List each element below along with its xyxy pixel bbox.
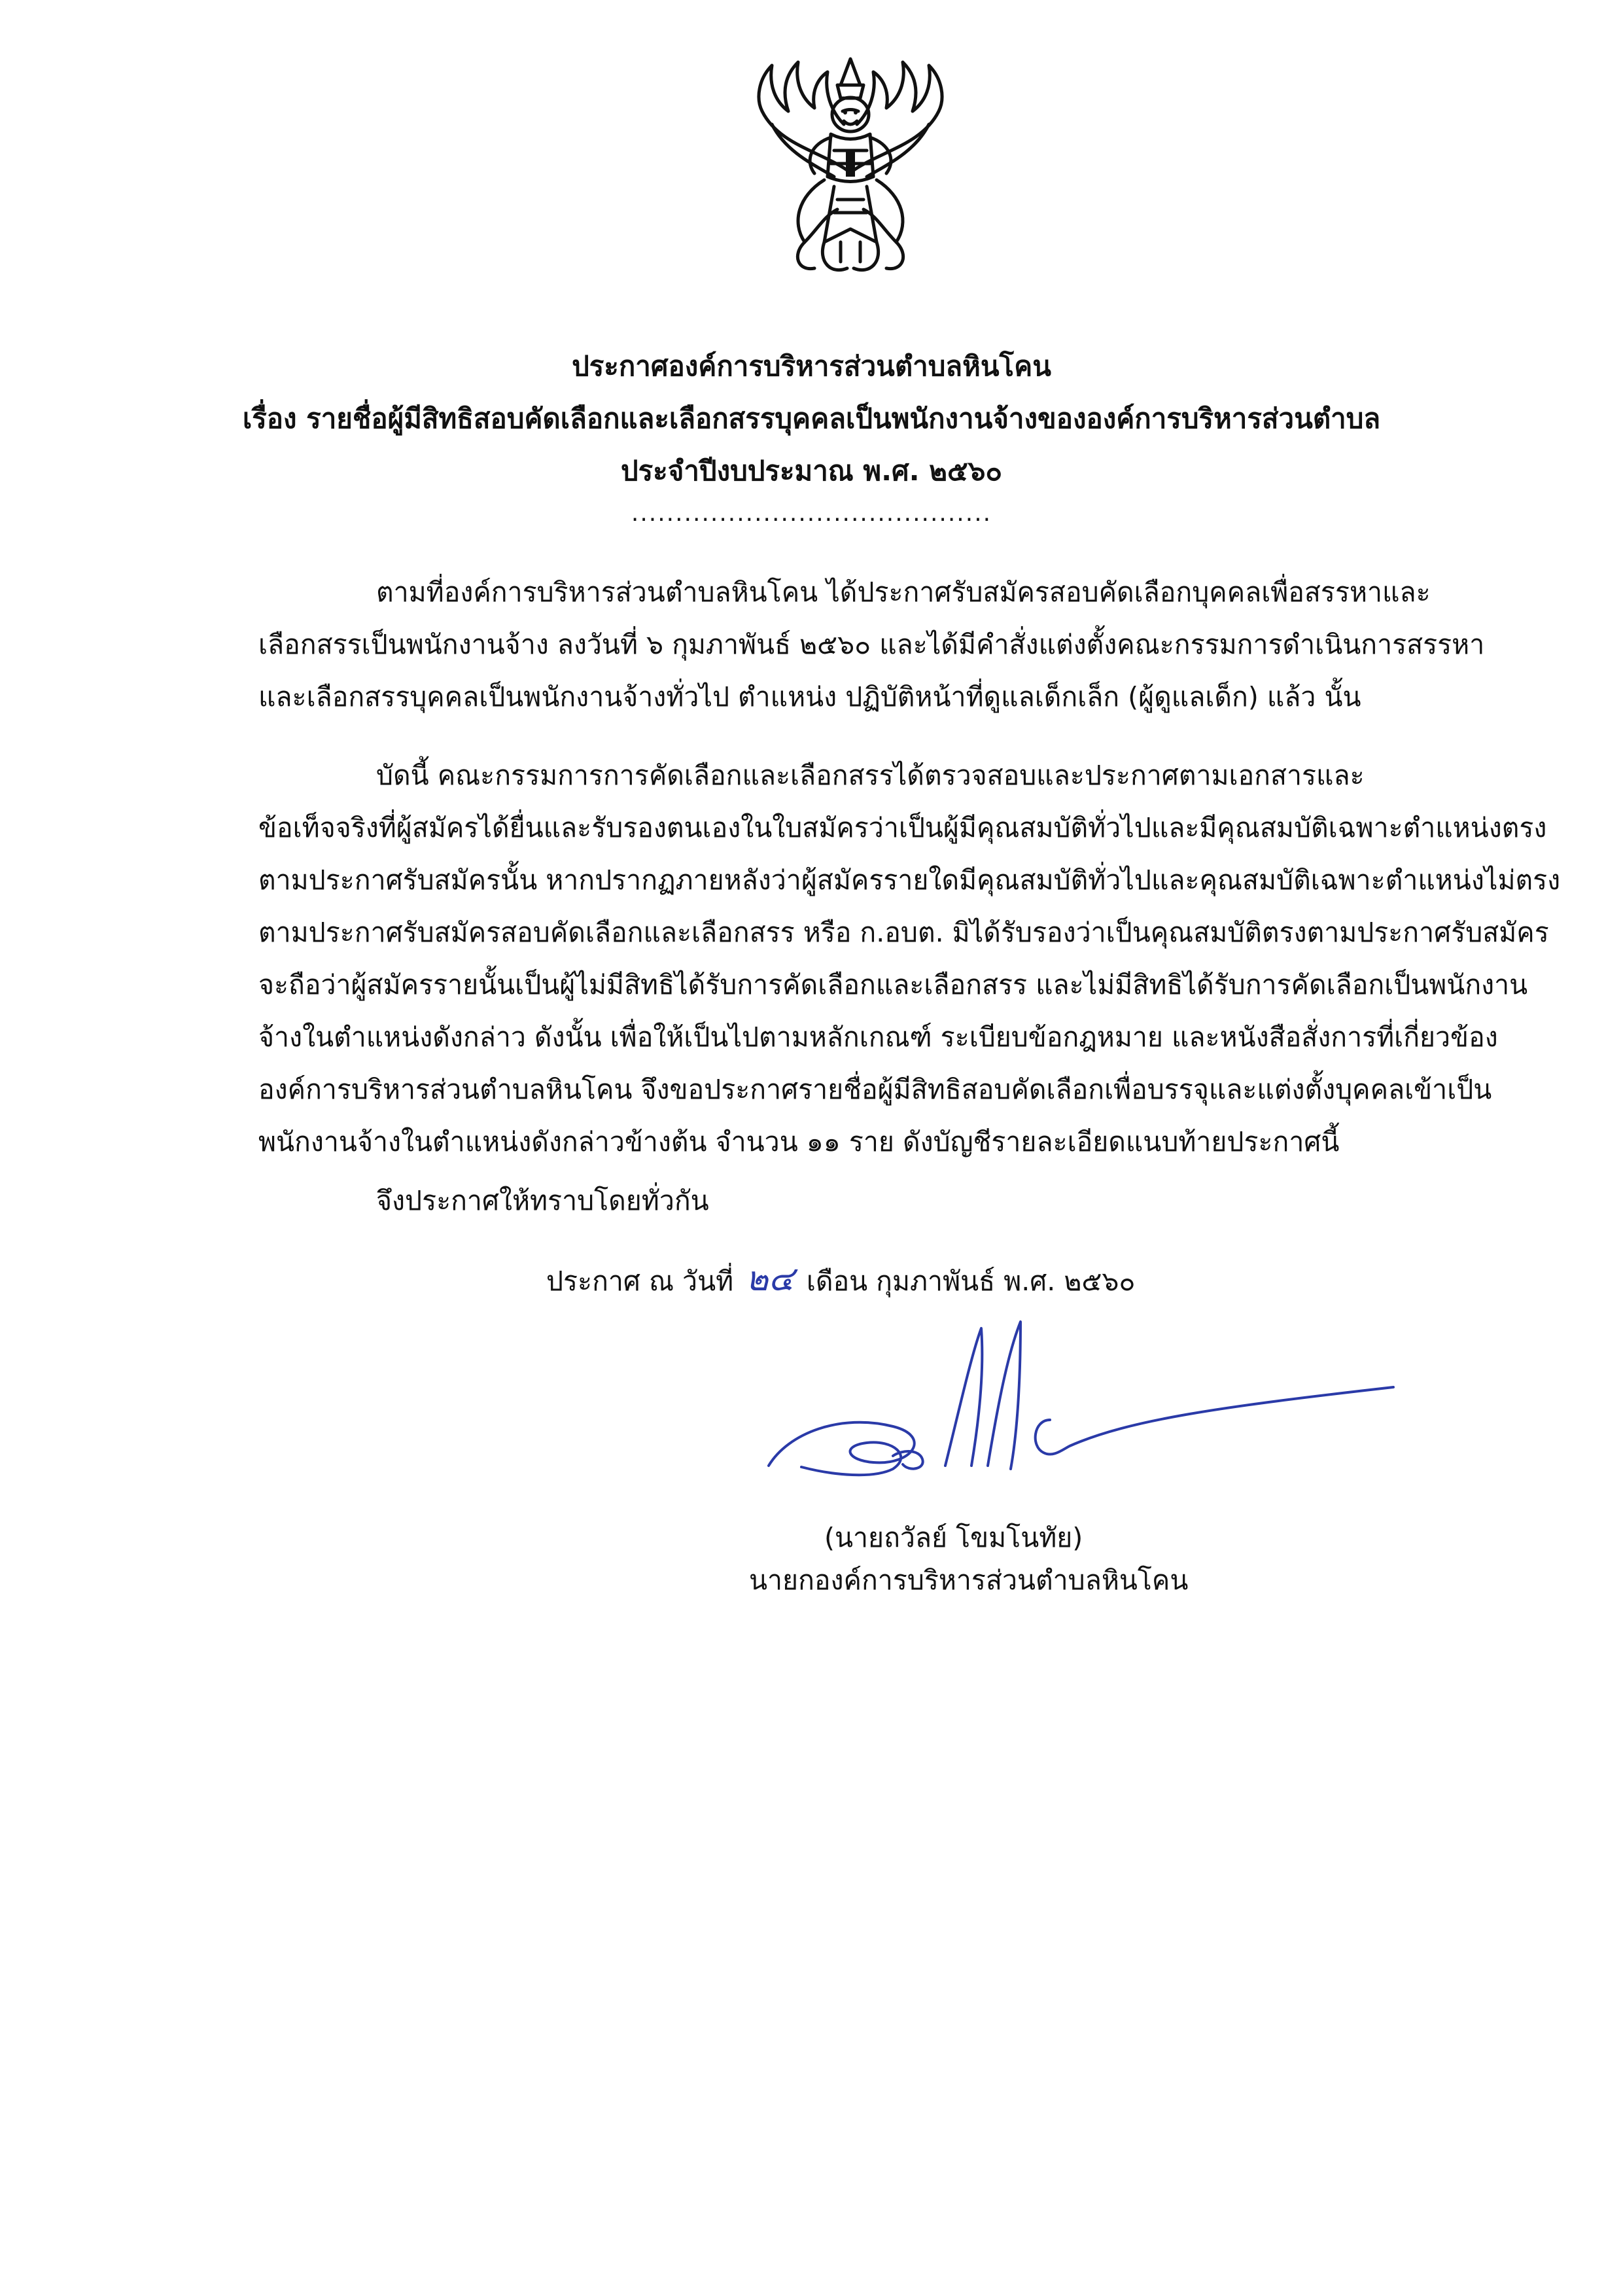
title-divider: ......................................... (631, 500, 992, 527)
signer-name: (นายถวัลย์ โขมโนทัย) (824, 1522, 1083, 1553)
paragraph-line: และเลือกสรรบุคคลเป็นพนักงานจ้างทั่วไป ตำแหน่ง ปฏิบัติหน้าที่ดูแลเด็กเล็ก (ผู้ดูแลเด็ก) แล้ว นั้น (258, 681, 1361, 713)
paragraph-line: พนักงานจ้างในตำแหน่งดังกล่าวข้างต้น จำนวน ๑๑ ราย ดังบัญชีรายละเอียดแนบท้ายประกาศนี้ (258, 1126, 1340, 1157)
signer-title: นายกองค์การบริหารส่วนตำบลหินโคน (749, 1564, 1189, 1596)
paragraph-background (258, 566, 1485, 723)
paragraph-announcement (258, 749, 1561, 1168)
paragraph-line: จะถือว่าผู้สมัครรายนั้นเป็นผู้ไม่มีสิทธิได้รับการคัดเลือกและเลือกสรร และไม่มีสิทธิได้รับการคัดเลือกเป็นพนักงาน (258, 969, 1528, 1000)
fiscal-year-line: ประจำปีงบประมาณ พ.ศ. ๒๕๖๐ (620, 455, 1003, 487)
date-prefix: ประกาศ ณ วันที่ (546, 1265, 734, 1297)
handwritten-day: ๒๔ (746, 1260, 794, 1299)
handwritten-signature (762, 1315, 1403, 1498)
announcement-subject: เรื่อง รายชื่อผู้มีสิทธิสอบคัดเลือกและเลือกสรรบุคคลเป็นพนักงานจ้างขององค์การบริหารส่วนตำบล (242, 402, 1381, 434)
paragraph-line: บัดนี้ คณะกรรมการการคัดเลือกและเลือกสรรได้ตรวจสอบและประกาศตามเอกสารและ (376, 760, 1365, 791)
announcement-title-block (79, 340, 1544, 530)
paragraph-line: องค์การบริหารส่วนตำบลหินโคน จึงขอประกาศรายชื่อผู้มีสิทธิสอบคัดเลือกเพื่อบรรจุและแต่งตั้งบุคคลเข้าเป็น (258, 1074, 1492, 1105)
paragraph-line: ตามประกาศรับสมัครนั้น หากปรากฏภายหลังว่าผู้สมัครรายใดมีคุณสมบัติทั่วไปและคุณสมบัติเฉพาะตำแหน่งไม่ตรง (258, 864, 1561, 896)
closing-statement: จึงประกาศให้ทราบโดยทั่วกัน (376, 1185, 709, 1216)
date-suffix: เดือน กุมภาพันธ์ พ.ศ. ๒๕๖๐ (806, 1265, 1136, 1297)
paragraph-line: จ้างในตำแหน่งดังกล่าว ดังนั้น เพื่อให้เป็นไปตามหลักเกณฑ์ ระเบียบข้อกฎหมาย และหนังสือสั่งการที่เกี่ยวข้อง (258, 1021, 1498, 1053)
paragraph-line: เลือกสรรเป็นพนักงานจ้าง ลงวันที่ ๖ กุมภาพันธ์ ๒๕๖๐ และได้มีคำสั่งแต่งตั้งคณะกรรมการดำเนินการสรรหา (258, 629, 1485, 660)
paragraph-line: ตามที่องค์การบริหารส่วนตำบลหินโคน ได้ประกาศรับสมัครสอบคัดเลือกบุคคลเพื่อสรรหาและ (376, 576, 1431, 608)
garuda-emblem-icon (726, 46, 975, 308)
announcement-heading: ประกาศองค์การบริหารส่วนตำบลหินโคน (572, 350, 1051, 382)
paragraph-line: ตามประกาศรับสมัครสอบคัดเลือกและเลือกสรร หรือ ก.อบต. มิได้รับรองว่าเป็นคุณสมบัติตรงตามประกาศรับสมัคร (258, 917, 1549, 948)
announcement-date (546, 1253, 1135, 1307)
paragraph-line: ข้อเท็จจริงที่ผู้สมัครได้ยื่นและรับรองตนเองในใบสมัครว่าเป็นผู้มีคุณสมบัติทั่วไปและมีคุณสมบัติเฉพาะตำแหน่งตรง (258, 812, 1547, 843)
